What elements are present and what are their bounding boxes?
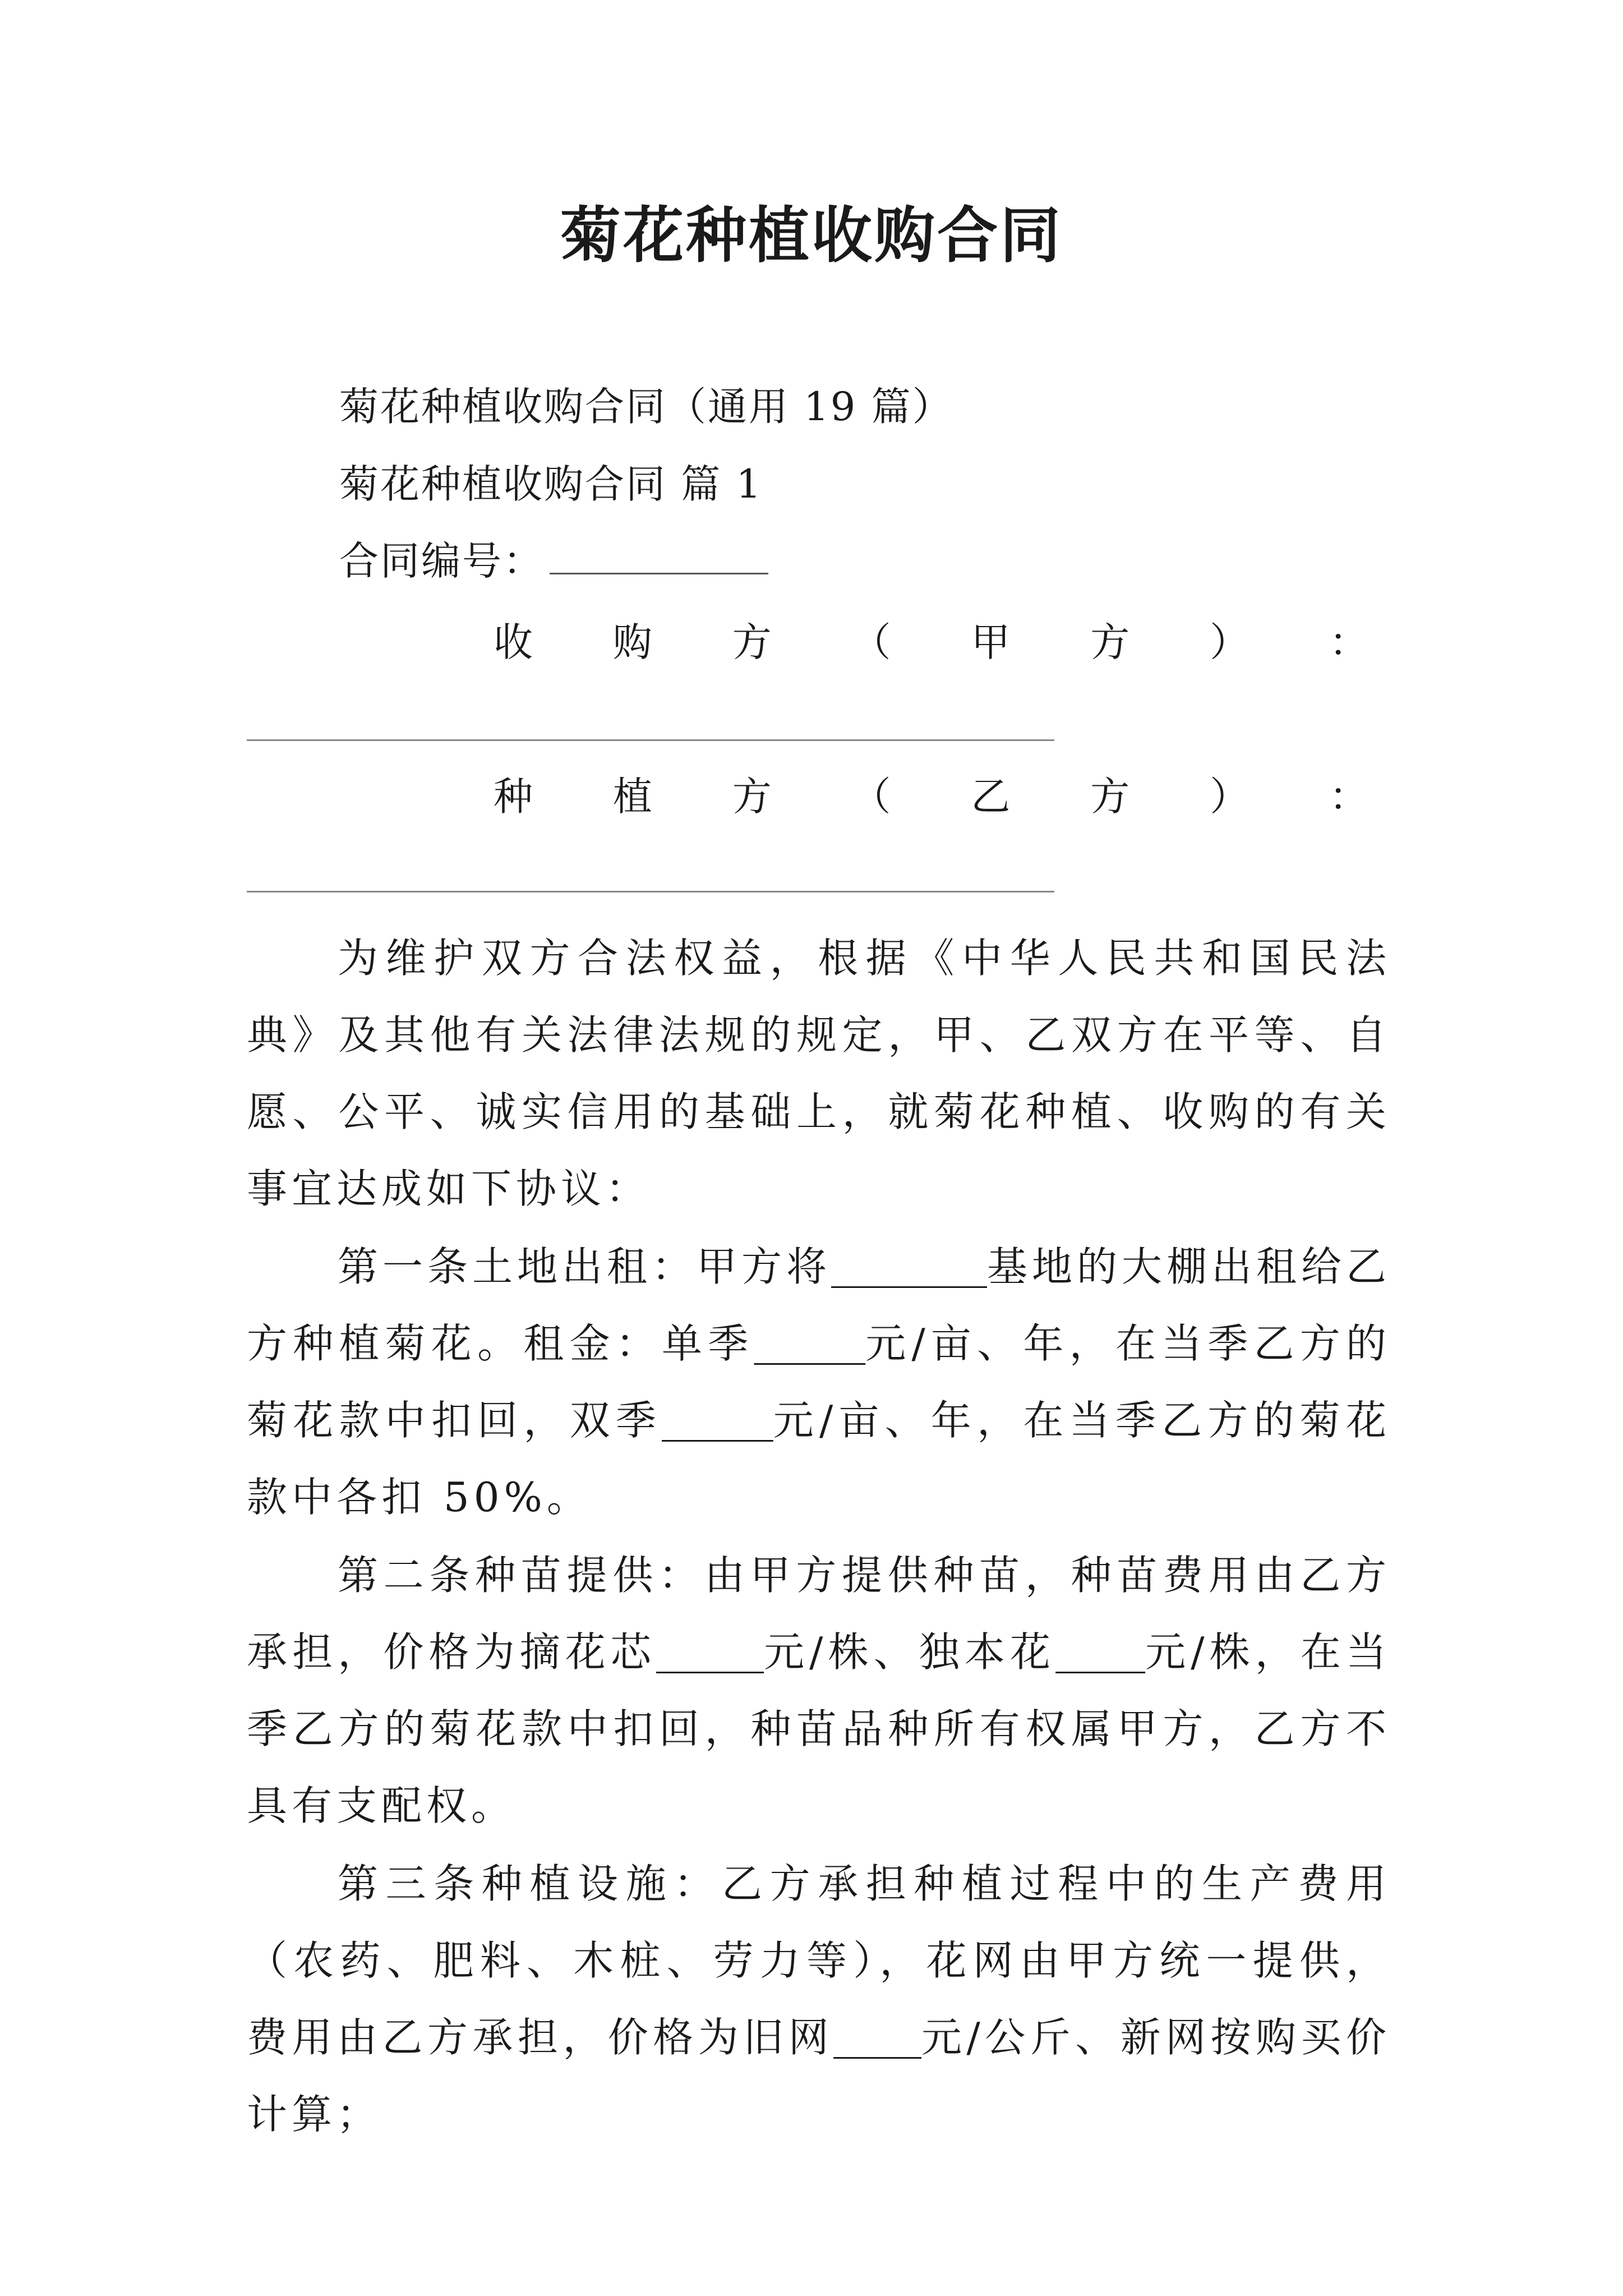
article-2-text: 元/株，在当季乙方的菊花款中扣回，种苗品种所有权属甲方，乙方不具有支配权。 (247, 1628, 1391, 1829)
article-1-text: 元/亩、年，在当季乙方的菊花款中各扣 50%。 (247, 1397, 1391, 1521)
article-1-text: 基地的大棚出租给乙方种植菊花。租金：单季 (247, 1243, 1391, 1367)
article-1-text: 元/亩、年，在当季乙方的菊花款中扣回，双季 (247, 1320, 1391, 1444)
article-2-paragraph (247, 1537, 1391, 1844)
party-b-char: 植 (612, 774, 652, 820)
party-a-char: 方 (1090, 619, 1130, 665)
article-1-blank-single-season (754, 1320, 866, 1367)
party-a-char: （ (851, 619, 891, 665)
party-a-blank (247, 739, 1054, 741)
party-a-char: 甲 (971, 619, 1011, 665)
article-1-blank-base (831, 1243, 987, 1290)
article-3-paragraph (247, 1846, 1391, 2153)
document-title: 菊花种植收购合同 (560, 200, 1063, 271)
article-2-blank-single-stem (1055, 1628, 1145, 1676)
party-b-char: （ (851, 774, 891, 820)
party-a-char: ： (1329, 619, 1368, 665)
intro-paragraph: 为维护双方合法权益，根据《中华人民共和国民法典》及其他有关法律法规的规定，甲、乙双方在平等、自愿、公平、诚实信用的基础上，就菊花种植、收购的有关事宜达成如下协议： (247, 935, 1391, 1212)
party-b-char: ： (1329, 774, 1368, 820)
article-3-blank-old-net (833, 2014, 921, 2061)
party-b-char: 方 (1090, 774, 1130, 820)
party-b-line (494, 771, 1368, 822)
party-a-line (494, 617, 1368, 668)
article-1-paragraph (247, 1228, 1391, 1536)
contract-number-blank (550, 538, 768, 574)
article-2-text: 第二条种苗提供：由甲方提供种苗，种苗费用由乙方承担，价格为摘花芯 (247, 1552, 1391, 1676)
party-a-char: 收 (494, 619, 533, 665)
article-3-text: 第三条种植设施：乙方承担种植过程中的生产费用（农药、肥料、木桩、劳力等），花网由甲方统一提供，费用由乙方承担，价格为旧网 (247, 1860, 1391, 2061)
party-a-char: 购 (612, 619, 652, 665)
document-subtitle: 菊花种植收购合同（通用 19 篇） (339, 384, 953, 430)
party-b-blank (247, 891, 1054, 892)
article-1-blank-double-season (662, 1397, 773, 1444)
party-b-char: 方 (732, 774, 772, 820)
contract-number-label: 合同编号： (339, 538, 544, 584)
party-b-char: 种 (494, 774, 533, 820)
party-a-char: ） (1210, 619, 1249, 665)
article-2-text: 元/株、独本花 (764, 1628, 1056, 1676)
article-3-text: 元/公斤、新网按购买价计算； (247, 2014, 1391, 2138)
article-2-blank-pinched (656, 1628, 764, 1676)
party-b-char: 乙 (971, 774, 1011, 820)
party-b-char: ） (1210, 774, 1249, 820)
section-heading: 菊花种植收购合同 篇 1 (339, 461, 763, 507)
article-1-text: 第一条土地出租：甲方将 (338, 1243, 832, 1290)
contract-number-line (339, 536, 768, 586)
party-a-char: 方 (732, 619, 772, 665)
